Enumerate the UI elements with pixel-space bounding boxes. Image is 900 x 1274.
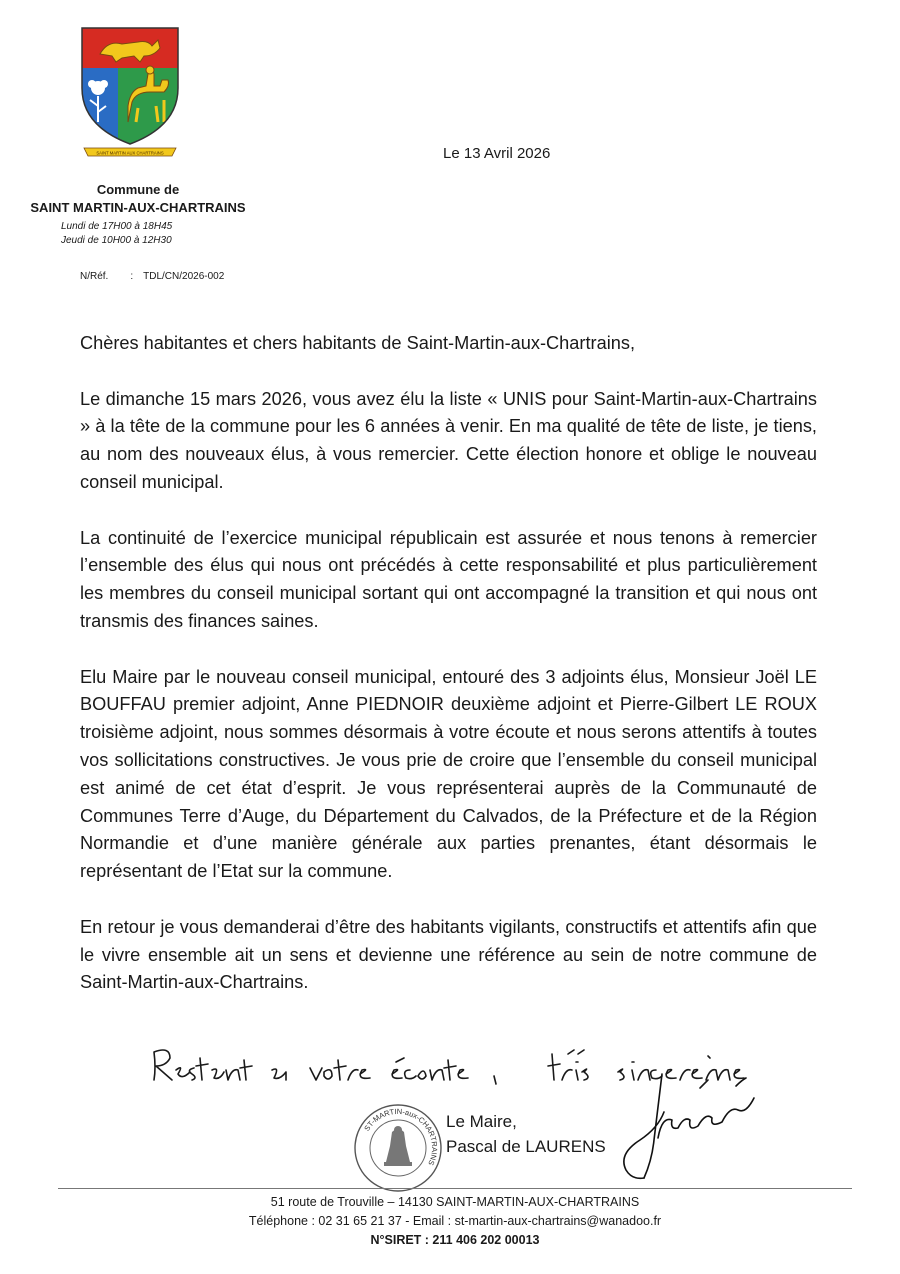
letter-body [80,330,817,1025]
letter-paragraph: La continuité de l’exercice municipal républicain est assurée et nous tenons à remercier l’ensemble des élus qui nous ont précédés à cette responsabilité et plus particulièrement les membres du conseil municipal sortant qui ont accompagné la transition et qui nous ont transmis des finances saines. [80,527,817,631]
mayor-signature [618,1068,768,1186]
commune-label: Commune de [96,182,180,197]
official-stamp [352,1102,444,1194]
reference-label: N/Réf. [80,271,109,282]
office-hours [61,220,172,248]
letter-greeting: Chères habitantes et chers habitants de Saint-Martin-aux-Chartrains, [80,333,635,353]
footer-divider [58,1188,852,1189]
footer-address: 51 route de Trouville – 14130 SAINT-MARTIN-AUX-CHARTRAINS [270,1195,640,1209]
commune-name: SAINT MARTIN-AUX-CHARTRAINS [30,200,246,215]
signatory-block [446,1109,606,1159]
stamp-text: ST-MARTIN-aux-CHARTRAINS [362,1106,440,1167]
reference [80,271,224,282]
reference-value: TDL/CN/2026-002 [143,271,225,282]
signatory-name: Pascal de LAURENS [446,1137,606,1156]
footer-contact: Téléphone : 02 31 65 21 37 - Email : st-martin-aux-chartrains@wanadoo.fr [248,1214,662,1228]
letter-paragraph: En retour je vous demanderai d’être des habitants vigilants, constructifs et attentifs afin que le vivre ensemble ait un sens et devienne une référence au sein de notre commune de Saint-Martin-aux-Chartrains. [80,916,817,993]
crest-motto: SAINT MARTIN AUX CHARTRAINS [96,150,164,156]
footer [58,1193,852,1250]
office-hours-line: Lundi de 17H00 à 18H45 [61,221,173,232]
office-hours-line: Jeudi de 10H00 à 12H30 [61,235,172,246]
letter-date: Le 13 Avril 2026 [443,145,551,162]
footer-siret: N°SIRET : 211 406 202 00013 [370,1233,540,1247]
reference-separator: : [130,271,134,282]
commune-heading [28,182,248,215]
letter-paragraph: Le dimanche 15 mars 2026, vous avez élu la liste « UNIS pour Saint-Martin-aux-Chartrains » à la tête de la commune pour les 6 années à venir. En ma qualité de tête de liste, je tiens, au nom des nouveaux élus, à vous remercier. Cette élection honore et oblige le nouveau conseil municipal. [80,388,817,492]
letter-paragraph: Elu Maire par le nouveau conseil municipal, entouré des 3 adjoints élus, Monsieur Joël LE BOUFFAU premier adjoint, Anne PIEDNOIR deuxième adjoint et Pierre-Gilbert LE ROUX troisième adjoint, nous sommes désormais à votre écoute et nous serons attentifs à toutes vos sollicitations constructives. Je vous prie de croire que l’ensemble du conseil municipal est animé de cet état d’esprit. Je vous représenterai auprès de la Communauté de Communes Terre d’Auge, du Département du Calvados, de la Préfecture et de la Région Normandie et d’une manière générale aux parties prenantes, étant désormais le représentant de l’Etat sur la commune. [80,666,817,882]
commune-coat-of-arms [78,26,182,162]
signatory-title: Le Maire, [446,1112,517,1131]
